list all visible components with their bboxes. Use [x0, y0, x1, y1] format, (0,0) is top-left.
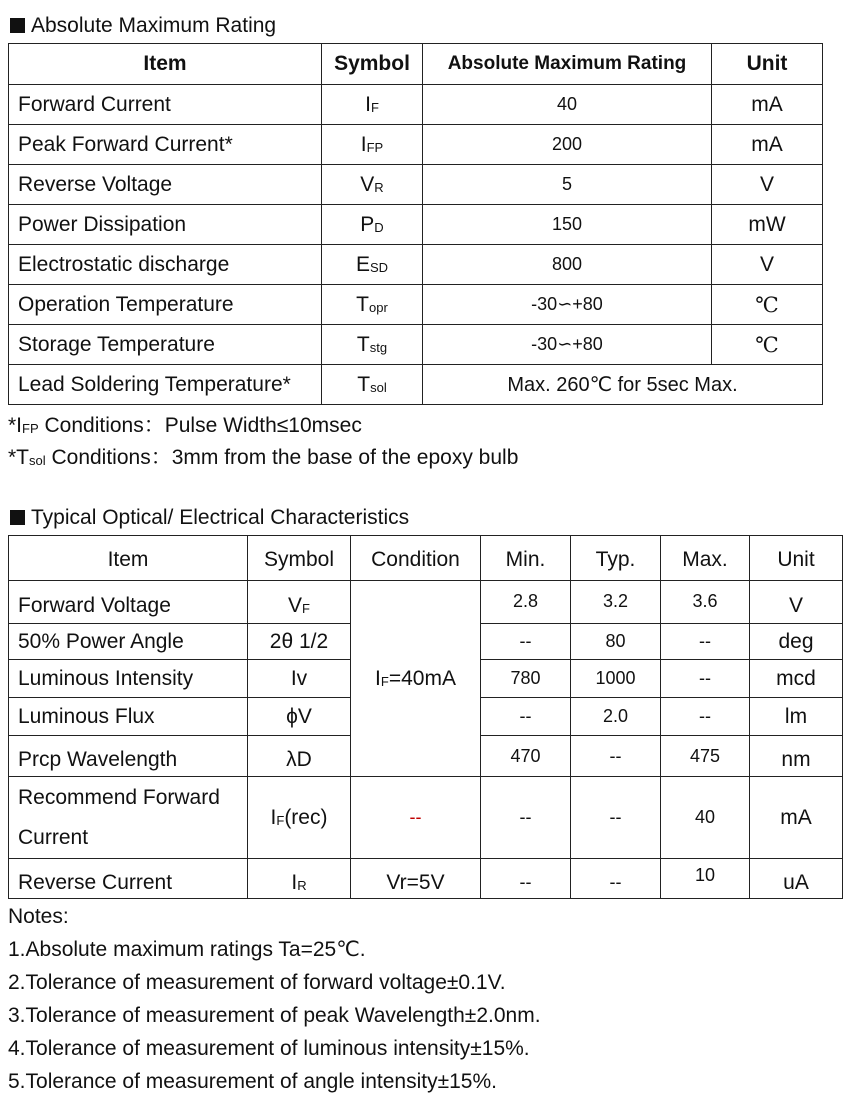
max-cell: 3.6 — [661, 581, 750, 624]
condition-cell: -- — [351, 777, 481, 859]
note-item: 1.Absolute maximum ratings Ta=25℃. — [8, 938, 366, 961]
unit-cell: deg — [750, 624, 843, 660]
condition-cell: IF=40mA — [351, 581, 481, 777]
item-cell: 50% Power Angle — [9, 624, 248, 660]
rating-cell: Max. 260℃ for 5sec Max. — [423, 365, 823, 405]
max-cell: -- — [661, 698, 750, 736]
table-row — [9, 205, 823, 245]
square-bullet-icon — [10, 510, 25, 525]
header-unit: Unit — [712, 44, 823, 85]
footnote-tsol: *Tsol Conditions：3mm from the base of the epoxy bulb — [8, 446, 519, 469]
header-max: Max. — [661, 536, 750, 581]
symbol-cell: VF — [248, 581, 351, 624]
item-cell: Operation Temperature — [9, 285, 322, 325]
table-row — [9, 325, 823, 365]
unit-cell: V — [712, 165, 823, 205]
note-item: 3.Tolerance of measurement of peak Wavelength±2.0nm. — [8, 1004, 541, 1027]
item-cell: Forward Current — [9, 85, 322, 125]
condition-cell: Vr=5V — [351, 859, 481, 899]
table-row — [9, 581, 843, 624]
typ-cell: -- — [571, 859, 661, 899]
min-cell: -- — [481, 859, 571, 899]
min-cell: -- — [481, 777, 571, 859]
item-cell: Reverse Current — [9, 859, 248, 899]
header-typ: Typ. — [571, 536, 661, 581]
symbol-cell: Iv — [248, 660, 351, 698]
rating-cell: 5 — [423, 165, 712, 205]
header-rating: Absolute Maximum Rating — [423, 44, 712, 85]
item-cell: Prcp Wavelength — [9, 736, 248, 777]
min-cell: 470 — [481, 736, 571, 777]
notes-title: Notes: — [8, 905, 69, 928]
item-cell: Luminous Intensity — [9, 660, 248, 698]
table-row — [9, 777, 843, 859]
item-cell: Peak Forward Current* — [9, 125, 322, 165]
unit-cell: ℃ — [712, 285, 823, 325]
table-header-row — [9, 536, 843, 581]
note-item: 2.Tolerance of measurement of forward voltage±0.1V. — [8, 971, 506, 994]
header-item: Item — [9, 44, 322, 85]
table-header-row — [9, 44, 823, 85]
rating-cell: -30∽+80 — [423, 285, 712, 325]
unit-cell: V — [712, 245, 823, 285]
symbol-cell: IFP — [322, 125, 423, 165]
typ-section-title: Typical Optical/ Electrical Characteristics — [10, 506, 409, 530]
header-item: Item — [9, 536, 248, 581]
symbol-cell: PD — [322, 205, 423, 245]
symbol-cell: 2θ 1/2 — [248, 624, 351, 660]
header-symbol: Symbol — [248, 536, 351, 581]
typ-cell: -- — [571, 736, 661, 777]
item-cell: Lead Soldering Temperature* — [9, 365, 322, 405]
max-cell: 475 — [661, 736, 750, 777]
item-cell: Electrostatic discharge — [9, 245, 322, 285]
rating-cell: 800 — [423, 245, 712, 285]
max-cell: -- — [661, 660, 750, 698]
min-cell: -- — [481, 698, 571, 736]
table-row — [9, 125, 823, 165]
notes-block — [8, 900, 541, 1098]
item-cell: Storage Temperature — [9, 325, 322, 365]
symbol-cell: ϕV — [248, 698, 351, 736]
symbol-cell: IR — [248, 859, 351, 899]
max-cell: -- — [661, 624, 750, 660]
unit-cell: mA — [750, 777, 843, 859]
typ-cell: 80 — [571, 624, 661, 660]
table-row — [9, 285, 823, 325]
header-condition: Condition — [351, 536, 481, 581]
rating-cell: -30∽+80 — [423, 325, 712, 365]
unit-cell: lm — [750, 698, 843, 736]
header-unit: Unit — [750, 536, 843, 581]
table-row — [9, 165, 823, 205]
table-row — [9, 245, 823, 285]
typ-cell: -- — [571, 777, 661, 859]
typ-cell: 3.2 — [571, 581, 661, 624]
square-bullet-icon — [10, 18, 25, 33]
item-cell: Recommend Forward Current — [9, 777, 248, 859]
unit-cell: mcd — [750, 660, 843, 698]
header-symbol: Symbol — [322, 44, 423, 85]
symbol-cell: λD — [248, 736, 351, 777]
symbol-cell: Topr — [322, 285, 423, 325]
unit-cell: mA — [712, 85, 823, 125]
symbol-cell: Tstg — [322, 325, 423, 365]
max-cell: 10 — [661, 859, 750, 899]
min-cell: 780 — [481, 660, 571, 698]
typ-cell: 2.0 — [571, 698, 661, 736]
note-item: 5.Tolerance of measurement of angle intensity±15%. — [8, 1070, 497, 1093]
header-min: Min. — [481, 536, 571, 581]
footnote-ifp: *IFP Conditions：Pulse Width≤10msec — [8, 414, 362, 437]
rating-cell: 40 — [423, 85, 712, 125]
symbol-cell: VR — [322, 165, 423, 205]
typ-cell: 1000 — [571, 660, 661, 698]
table-row — [9, 365, 823, 405]
abs-max-rating-table — [8, 43, 823, 405]
item-cell: Power Dissipation — [9, 205, 322, 245]
item-cell: Forward Voltage — [9, 581, 248, 624]
max-cell: 40 — [661, 777, 750, 859]
min-cell: -- — [481, 624, 571, 660]
note-item: 4.Tolerance of measurement of luminous intensity±15%. — [8, 1037, 530, 1060]
symbol-cell: IF(rec) — [248, 777, 351, 859]
item-cell: Reverse Voltage — [9, 165, 322, 205]
unit-cell: ℃ — [712, 325, 823, 365]
symbol-cell: IF — [322, 85, 423, 125]
unit-cell: mW — [712, 205, 823, 245]
typical-characteristics-table — [8, 535, 843, 899]
min-cell: 2.8 — [481, 581, 571, 624]
unit-cell: nm — [750, 736, 843, 777]
symbol-cell: Tsol — [322, 365, 423, 405]
item-cell: Luminous Flux — [9, 698, 248, 736]
symbol-cell: ESD — [322, 245, 423, 285]
unit-cell: mA — [712, 125, 823, 165]
unit-cell: V — [750, 581, 843, 624]
abs-max-section-title: Absolute Maximum Rating — [10, 14, 276, 38]
unit-cell: uA — [750, 859, 843, 899]
table-row — [9, 85, 823, 125]
table-row — [9, 859, 843, 899]
rating-cell: 150 — [423, 205, 712, 245]
rating-cell: 200 — [423, 125, 712, 165]
